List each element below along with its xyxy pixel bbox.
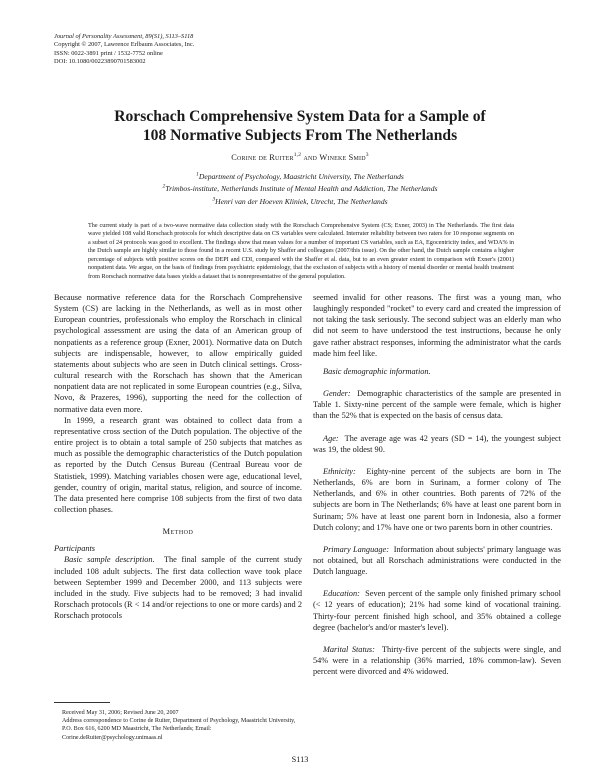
sample-description-lead: Basic sample description. xyxy=(64,555,155,565)
left-column xyxy=(54,292,302,621)
issn-line: ISSN: 0022-3891 print / 1532-7752 online xyxy=(54,49,163,57)
footnote-divider xyxy=(54,702,110,703)
continued-paragraph: seemed invalid for other reasons. The first was a young man, who laughingly responded "rocket" to every card and created the impression of not taking the task seriously. The second subject was an elderly man who did not seem to have understood the test instructions, because he only gave rather abstract responses, informing the administrator what the cards made him feel like. xyxy=(313,293,561,358)
ethnicity-lead: Ethnicity: xyxy=(323,466,356,476)
marital-lead: Marital Status: xyxy=(323,644,375,654)
language-text: Information about subjects' primary language was not obtained, but all Rorschach administrations were conducted in the Dutch language. xyxy=(313,544,561,577)
intro-paragraph-2: In 1999, a research grant was obtained to collect data from a representative cross section of the Dutch population. The objective of the entire project is to obtain a total sample of 250 subjects that matches as much as possible the demographic characteristics of the Dutch population as reported by the Dutch Census Bureau (Centraal Bureau voor de Statistiek, 1999). Matching variables chosen were age, educational level, gender, country of origin, marital status, religion, and source of income. The data presented here comprise 108 subjects from the first of two data collection phases. xyxy=(54,415,302,514)
education-text: Seven percent of the sample only finished primary school (< 12 years of education); 21% had some kind of vocational training. Thirty-four percent finished high school, and 35% obtained a college degree (bachelor's and/or master's level). xyxy=(313,589,561,632)
page-number: S113 xyxy=(291,755,309,764)
language-lead: Primary Language: xyxy=(323,544,389,554)
abstract: The current study is part of a two-wave normative data collection study with the Rorschach Comprehensive System (CS; Exner, 2003) in The Netherlands. The first data wave yielded 108 valid Rorschach protocols for which descriptive data on CS variables were calculated. Interrater reliability between two raters for 10 response segments on a subset of 24 protocols was good to excellent. The findings show that mean values for a number of important CS variables, such as EA, Egocentricity index, and WDA% in the Dutch sample are highly similar to those found in a recent U.S. study by Shaffer and colleagues (2007/this issue). On the other hand, the Dutch sample contains a higher percentage of subjects with positive scores on the DEPI and CDI, compared with the Shaffer et al. data, but to an even greater extent in comparison with Exner's (2001) nonpatient data. We argue, on the basis of findings from psychiatric epidemiology, that the exclusion of subjects with a history of mental disorder or mental health treatment from Rorschach normative data bases yields a dataset that is nonrepresentative of the general population. xyxy=(88,223,514,280)
affiliation-text: Department of Psychology, Maastricht University, The Netherlands xyxy=(198,172,404,181)
article-title xyxy=(0,107,600,145)
basic-demographic-heading: Basic demographic information. xyxy=(323,366,431,376)
footnotes xyxy=(54,709,302,742)
author-1-affil: 1,2 xyxy=(293,152,302,159)
affiliation xyxy=(0,171,600,183)
participants-heading: Participants xyxy=(54,544,96,554)
author-conjunction: and xyxy=(303,153,318,162)
marital-text: Thirty-five percent of the subjects were single, and 54% were in a relationship (36% married, 18% common-law). Seven percent were divorced and 4% widowed. xyxy=(313,644,561,677)
age-lead: Age: xyxy=(323,433,339,443)
title-line-2: 108 Normative Subjects From The Netherlands xyxy=(142,127,458,144)
intro-paragraph-1: Because normative reference data for the Rorschach Comprehensive System (CS) are lacking in the Netherlands, as well as in most other European countries, professionals who employ the Rorschach in clinical psychological assessment are using the data of an American group of nonpatients as a reference group (Exner, 2001). Normative data on Dutch subjects are indispensable, however, to allow empirically guided statements about subjects who are seen in Dutch clinical settings. Cross-cultural research with the Rorschach has shown that the American nonpatient data are not replicated in some European countries (e.g., Silva, Novo, & Prazeres, 1996), supporting the need for the collection of normative data even more. xyxy=(54,293,302,414)
gender-lead: Gender: xyxy=(323,389,351,399)
affiliation-number: 2 xyxy=(162,183,166,190)
method-heading: Method xyxy=(162,527,194,537)
sample-description-paragraph xyxy=(54,554,302,621)
affiliations xyxy=(0,171,600,208)
gender-paragraph xyxy=(313,388,561,421)
age-paragraph xyxy=(313,433,561,455)
copyright-line: Copyright © 2007, Lawrence Erlbaum Associates, Inc. xyxy=(54,41,195,49)
affiliation-number: 3 xyxy=(212,196,216,203)
gender-text: Demographic characteristics of the sample are presented in Table 1. Sixty-nine percent of the sample were female, which is higher than the 52% that is expected on the basis of census data. xyxy=(313,389,561,421)
doi-line: DOI: 10.1080/00223890701583002 xyxy=(54,57,146,65)
affiliation-text: Trimbos-institute, Netherlands Institute of Mental Health and Addiction, The Netherlands xyxy=(165,184,438,194)
affiliation-text: Henri van der Hoeven Kliniek, Utrecht, The Netherlands xyxy=(215,196,388,206)
correspondence-note: Address correspondence to Corine de Ruiter, Department of Psychology, Maastricht University, P.O. Box 616, 6200 MD Maastricht, The Netherlands; Email: Corine.deRuiter@psychology.unimaas.nl xyxy=(62,718,296,741)
education-paragraph xyxy=(313,588,561,633)
affiliation-number: 1 xyxy=(196,171,199,178)
affiliation xyxy=(0,196,600,208)
affiliation xyxy=(0,183,600,195)
journal-citation: Journal of Personality Assessment, 89(S1), S113–S118 xyxy=(54,33,194,40)
received-note: Received May 31, 2006; Revised June 20, 2007 xyxy=(62,710,179,716)
author-2-affil: 3 xyxy=(365,152,369,159)
age-text: The average age was 42 years (SD = 14), the youngest subject was 19, the oldest 90. xyxy=(313,433,561,454)
language-paragraph xyxy=(313,544,561,577)
ethnicity-text: Eighty-nine percent of the subjects are born in The Netherlands, 6% are born in Surinam, a former colony of The Netherlands, and 6% in other countries. Both parents of 72% of the subjects are born in The Netherlands; 6% have at least one parent born in Surinam; 5% have at least one parent born in Indonesia, also a former Dutch colony; and 17% have one or two parents born in other countries. xyxy=(313,466,562,532)
author-1: Corine de Ruiter xyxy=(231,153,294,162)
sample-description-text: The final sample of the current study included 108 adult subjects. The first data collection wave took place between September 1999 and December 2000, and 113 subjects were included in the study. Five subjects had to be removed; 3 had invalid Rorschach protocols (R < 14 and/or rejections to one or more cards) and 2 Rorschach protocols xyxy=(54,555,302,621)
ethnicity-paragraph xyxy=(313,466,561,533)
right-column xyxy=(313,292,561,677)
marital-paragraph xyxy=(313,644,561,677)
author-line xyxy=(0,153,600,162)
education-lead: Education: xyxy=(323,589,360,599)
journal-header xyxy=(54,33,354,66)
title-line-1: Rorschach Comprehensive System Data for a Sample of xyxy=(114,108,486,125)
author-2: Wineke Smid xyxy=(319,153,366,162)
